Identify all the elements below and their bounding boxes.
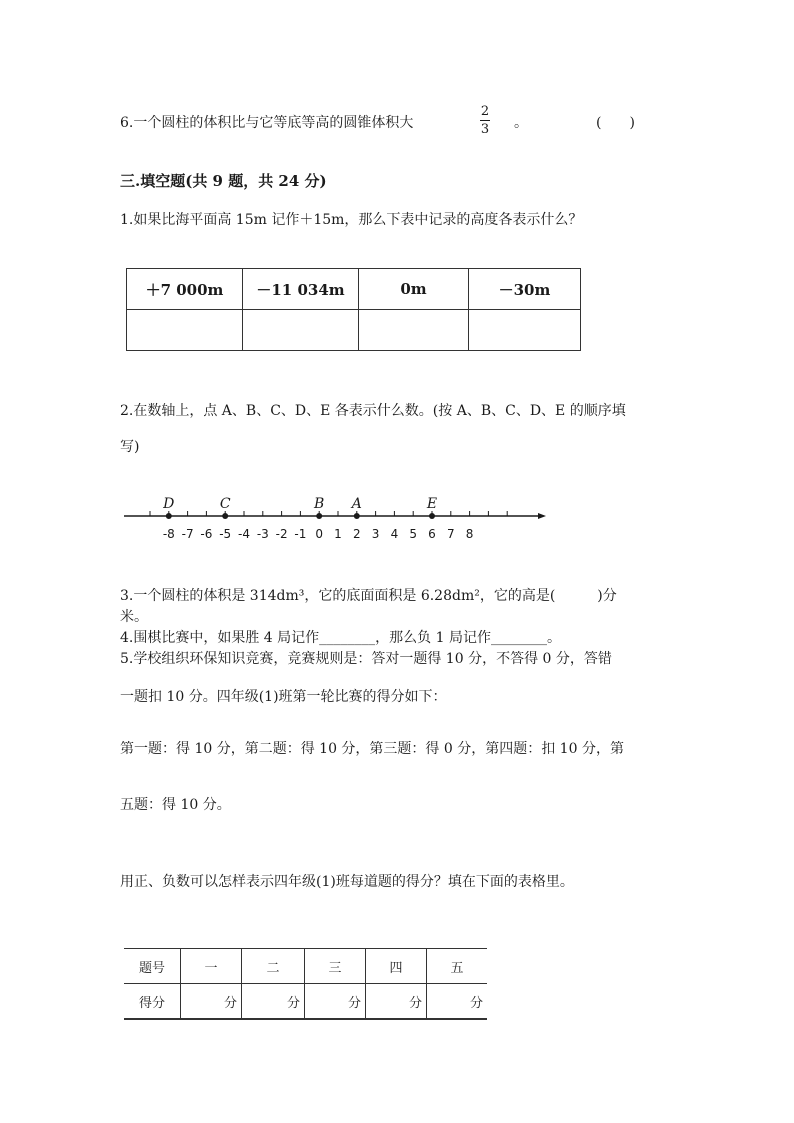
q5-score-table	[124, 948, 487, 1020]
fraction-numerator: 2	[480, 104, 490, 119]
score-cell[interactable]: 分	[427, 984, 488, 1020]
table-header-cell: 一	[181, 949, 242, 984]
number-line-point-label: B	[314, 496, 325, 512]
number-line-tick-label: -4	[238, 527, 250, 541]
table-row-label: 得分	[124, 984, 181, 1020]
table-header-cell: －11 034m	[243, 269, 359, 310]
table-header-cell: －30m	[469, 269, 581, 310]
q6-answer-paren: ( )	[596, 115, 635, 131]
number-line-tick-label: 8	[465, 527, 474, 541]
q5-line3: 第一题：得 10 分，第二题：得 10 分，第三题：得 0 分，第四题：扣 10 分，第	[120, 741, 624, 757]
number-line-point-d	[166, 513, 172, 519]
number-line-tick-label: -6	[200, 527, 213, 541]
answer-cell[interactable]	[243, 310, 359, 351]
q5-line2: 一题扣 10 分。四年级(1)班第一轮比赛的得分如下：	[120, 689, 447, 705]
number-line-tick-label: -1	[294, 527, 307, 541]
fraction-two-thirds	[480, 104, 490, 137]
q3-line2: 米。	[120, 609, 148, 625]
q6-text: 6.一个圆柱的体积比与它等底等高的圆锥体积大	[120, 115, 414, 131]
answer-cell[interactable]	[469, 310, 581, 351]
number-line-tick-label: -7	[181, 527, 194, 541]
table-row	[127, 310, 581, 351]
table-row	[124, 984, 487, 1020]
number-line-tick-label: -2	[275, 527, 288, 541]
q4-text: 4.围棋比赛中，如果胜 4 局记作________，那么负 1 局记作________。	[120, 630, 561, 646]
number-line-point-label: A	[351, 496, 362, 512]
table-header-cell: 四	[366, 949, 427, 984]
table-row	[124, 949, 487, 984]
q2-line2: 写)	[120, 439, 140, 455]
number-line-point-e	[429, 513, 435, 519]
fraction-bar	[480, 120, 490, 121]
number-line-tick-label: -5	[219, 527, 232, 541]
number-line-point-label: D	[163, 496, 175, 512]
answer-cell[interactable]	[359, 310, 469, 351]
number-line-tick-label: 3	[371, 527, 380, 541]
q1-text: 1.如果比海平面高 15m 记作＋15m，那么下表中记录的高度各表示什么？	[120, 212, 583, 228]
score-cell[interactable]: 分	[181, 984, 242, 1020]
number-line-tick-label: -8	[162, 527, 175, 541]
q1-height-table	[126, 268, 581, 351]
score-cell[interactable]: 分	[305, 984, 366, 1020]
number-line	[0, 490, 794, 550]
table-header-cell: 二	[242, 949, 305, 984]
table-row-label: 题号	[124, 949, 181, 984]
number-line-point-label: C	[219, 496, 231, 512]
number-line-point-b	[316, 513, 322, 519]
table-header-cell: 五	[427, 949, 488, 984]
q5-line1: 5.学校组织环保知识竞赛，竞赛规则是：答对一题得 10 分，不答得 0 分，答错	[120, 651, 612, 667]
table-header-cell: 三	[305, 949, 366, 984]
q5-line5: 用正、负数可以怎样表示四年级(1)班每道题的得分？填在下面的表格里。	[120, 874, 574, 890]
section-title: 三.填空题(共 9 题，共 24 分)	[120, 172, 327, 190]
table-header-cell: 0m	[359, 269, 469, 310]
number-line-tick-label: 2	[352, 527, 361, 541]
number-line-tick-label: 0	[315, 527, 324, 541]
q6-end: 。	[514, 115, 528, 131]
table-row	[127, 269, 581, 310]
fraction-denominator: 3	[480, 122, 490, 137]
score-cell[interactable]: 分	[242, 984, 305, 1020]
arrow-right-icon	[538, 513, 546, 519]
number-line-tick-label: 1	[334, 527, 342, 541]
q2-line1: 2.在数轴上，点 A、B、C、D、E 各表示什么数。(按 A、B、C、D、E 的顺序填	[120, 403, 626, 419]
number-line-tick-label: -3	[256, 527, 269, 541]
number-line-tick-label: 4	[390, 527, 399, 541]
number-line-tick-label: 5	[409, 527, 418, 541]
q5-line4: 五题：得 10 分。	[120, 797, 231, 813]
q3-line1: 3.一个圆柱的体积是 314dm³，它的底面面积是 6.28dm²，它的高是( )分	[120, 588, 617, 604]
number-line-point-label: E	[426, 496, 438, 512]
score-cell[interactable]: 分	[366, 984, 427, 1020]
number-line-tick-label: 6	[428, 527, 436, 541]
table-header-cell: ＋7 000m	[127, 269, 243, 310]
number-line-point-a	[354, 513, 360, 519]
number-line-tick-label: 7	[446, 527, 455, 541]
number-line-point-c	[222, 513, 228, 519]
answer-cell[interactable]	[127, 310, 243, 351]
